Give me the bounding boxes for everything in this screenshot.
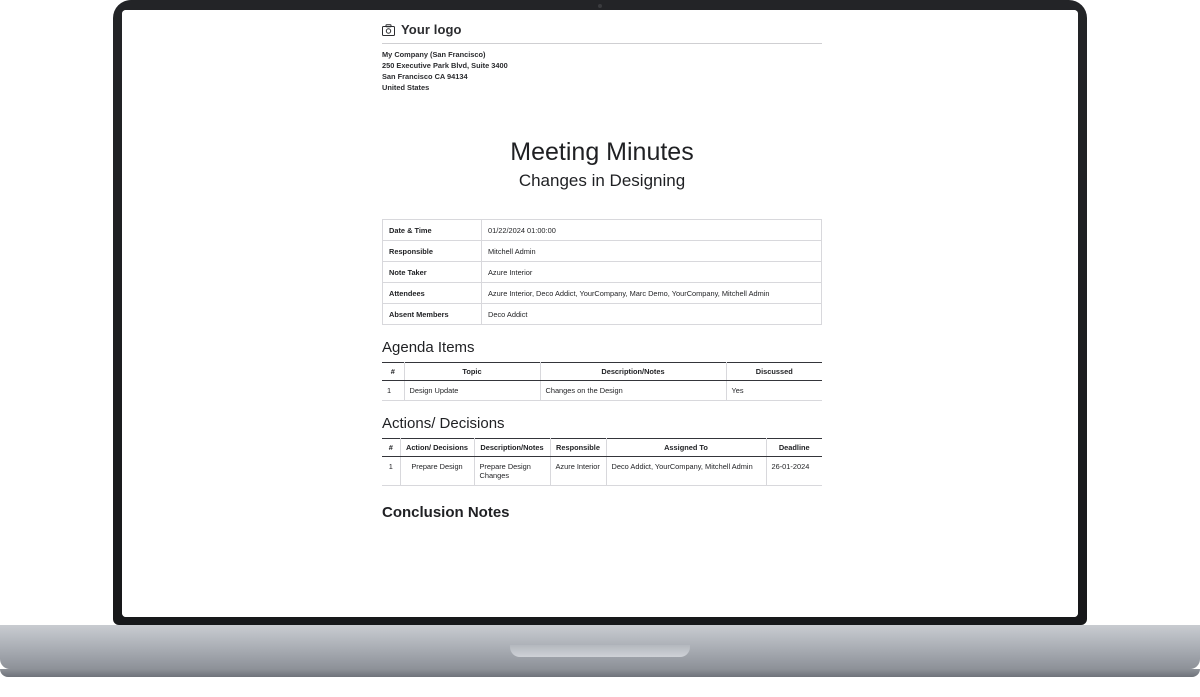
company-country: United States [382, 83, 430, 92]
cell-number: 1 [382, 381, 404, 401]
company-name: My Company (San Francisco) [382, 50, 486, 59]
info-label: Date & Time [383, 220, 482, 241]
actions-decisions-table [382, 438, 822, 486]
info-label: Responsible [383, 241, 482, 262]
laptop-screen [122, 10, 1078, 617]
column-header-description: Description/Notes [474, 439, 550, 457]
info-value: Mitchell Admin [482, 241, 822, 262]
table-row [383, 304, 822, 325]
company-street: 250 Executive Park Blvd, Suite 3400 [382, 61, 508, 70]
table-row [383, 262, 822, 283]
column-header-action: Action/ Decisions [400, 439, 474, 457]
table-header-row [382, 439, 822, 457]
column-header-description: Description/Notes [540, 363, 726, 381]
page-title: Meeting Minutes [510, 138, 694, 166]
column-header-assigned-to: Assigned To [606, 439, 766, 457]
agenda-items-table [382, 362, 822, 401]
document-content [382, 22, 822, 527]
title-block [382, 137, 822, 193]
cell-discussed: Yes [731, 386, 744, 395]
table-header-row [382, 363, 822, 381]
company-address-block [382, 49, 822, 93]
cell-topic: Design Update [404, 381, 540, 401]
logo-header [382, 22, 822, 44]
laptop-base-notch [510, 645, 690, 657]
webcam-icon [598, 4, 602, 8]
logo-text: Your logo [401, 22, 462, 37]
info-value: Azure Interior [482, 262, 822, 283]
info-value: Deco Addict [482, 304, 822, 325]
info-label: Absent Members [383, 304, 482, 325]
column-header-responsible: Responsible [550, 439, 606, 457]
cell-assigned-to: Deco Addict, YourCompany, Mitchell Admin [606, 457, 766, 486]
column-header-discussed: Discussed [726, 363, 822, 381]
cell-action: Prepare Design [400, 457, 474, 486]
cell-description: Changes on the Design [540, 381, 726, 401]
cell-number: 1 [382, 457, 400, 486]
info-label: Attendees [383, 283, 482, 304]
cell-responsible: Azure Interior [550, 457, 606, 486]
column-header-number: # [382, 439, 400, 457]
table-row [382, 381, 822, 401]
cell-deadline: 26-01-2024 [771, 462, 810, 471]
column-header-topic: Topic [404, 363, 540, 381]
laptop-foot [0, 669, 1200, 677]
meeting-info-table [382, 219, 822, 325]
agenda-heading: Agenda Items [382, 339, 475, 356]
cell-description: Prepare Design Changes [474, 457, 550, 486]
info-label: Note Taker [383, 262, 482, 283]
image-placeholder-icon [382, 24, 395, 36]
table-row [383, 220, 822, 241]
company-city: San Francisco CA 94134 [382, 72, 468, 81]
actions-heading: Actions/ Decisions [382, 415, 505, 432]
info-value: 01/22/2024 01:00:00 [482, 220, 822, 241]
table-row [382, 457, 822, 486]
page-subtitle: Changes in Designing [518, 171, 686, 190]
info-value: Azure Interior, Deco Addict, YourCompany, Marc Demo, YourCompany, Mitchell Admin [482, 283, 822, 304]
table-row [383, 241, 822, 262]
column-header-number: # [382, 363, 404, 381]
conclusion-heading: Conclusion Notes [382, 504, 510, 521]
column-header-deadline: Deadline [766, 439, 822, 457]
table-row [383, 283, 822, 304]
document-page [122, 10, 1078, 617]
